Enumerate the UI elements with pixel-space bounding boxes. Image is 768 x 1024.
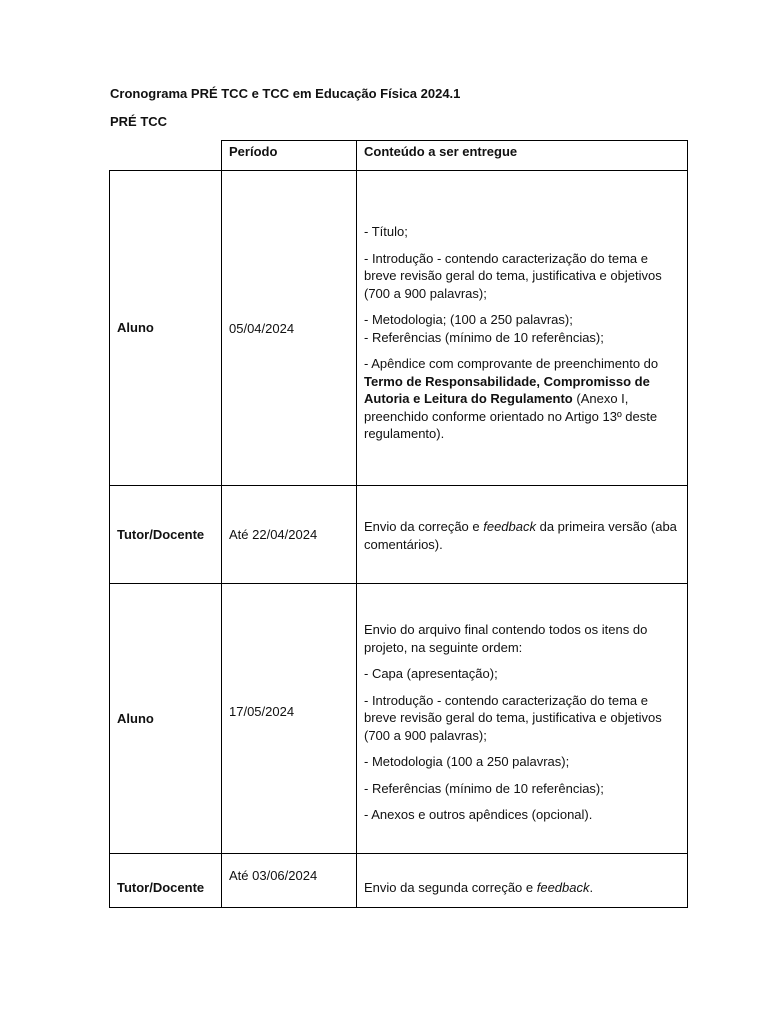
header-empty-cell	[110, 141, 222, 171]
content-item: - Anexos e outros apêndices (opcional).	[364, 807, 593, 823]
apendice-bold-text: Termo de Responsabilidade, Compromisso de Autoria e Leitura do Regulamento	[364, 373, 650, 407]
table-row	[110, 171, 688, 486]
header-period: Período	[222, 141, 357, 171]
row-content	[357, 486, 688, 584]
document-title: Cronograma PRÉ TCC e TCC em Educação Física 2024.1	[110, 86, 461, 101]
content-item	[364, 518, 680, 553]
apendice-tail-text: (Anexo I, preenchido conforme orientado no Artigo 13º deste regulamento).	[364, 391, 658, 442]
table-header-row	[110, 141, 688, 171]
content-item: - Metodologia; (100 a 250 palavras);	[364, 312, 573, 328]
section-heading: PRÉ TCC	[110, 114, 168, 129]
row-period: 05/04/2024	[222, 171, 357, 486]
table-row	[110, 584, 688, 854]
row-period: Até 03/06/2024	[222, 854, 357, 908]
content-italic-text: feedback	[536, 879, 590, 895]
row-role: Tutor/Docente	[110, 854, 222, 908]
content-text: Envio da segunda correção e	[364, 879, 537, 895]
content-item: - Título;	[364, 224, 408, 240]
content-item: - Introdução - contendo caracterização do tema e breve revisão geral do tema, justificativa e objetivos (700 a 900 palavras);	[364, 692, 662, 743]
content-text: Envio da correção e	[364, 519, 484, 534]
row-period: 17/05/2024	[222, 584, 357, 854]
row-content	[357, 854, 688, 908]
content-item: Envio do arquivo final contendo todos os itens do projeto, na seguinte ordem:	[364, 622, 648, 655]
row-role: Tutor/Docente	[110, 486, 222, 584]
content-item: - Metodologia (100 a 250 palavras);	[364, 754, 570, 770]
content-item	[364, 355, 680, 443]
content-item: - Referências (mínimo de 10 referências);	[364, 780, 604, 796]
row-period: Até 22/04/2024	[222, 486, 357, 584]
row-content	[357, 584, 688, 854]
row-role: Aluno	[110, 171, 222, 486]
content-text: .	[589, 879, 594, 895]
table-row	[110, 486, 688, 584]
content-item	[364, 879, 680, 897]
content-text: da primeira versão (aba comentários).	[364, 519, 677, 552]
row-content	[357, 171, 688, 486]
header-content: Conteúdo a ser entregue	[357, 141, 688, 171]
table-row	[110, 854, 688, 908]
content-item: - Referências (mínimo de 10 referências);	[364, 329, 604, 345]
content-item: - Introdução - contendo caracterização do tema e breve revisão geral do tema, justificativa e objetivos (700 a 900 palavras);	[364, 250, 662, 301]
schedule-table	[109, 140, 688, 908]
content-item: - Capa (apresentação);	[364, 666, 498, 682]
content-italic-text: feedback	[483, 519, 536, 534]
row-role: Aluno	[110, 584, 222, 854]
apendice-text: - Apêndice com comprovante de preenchimento do	[364, 356, 659, 372]
